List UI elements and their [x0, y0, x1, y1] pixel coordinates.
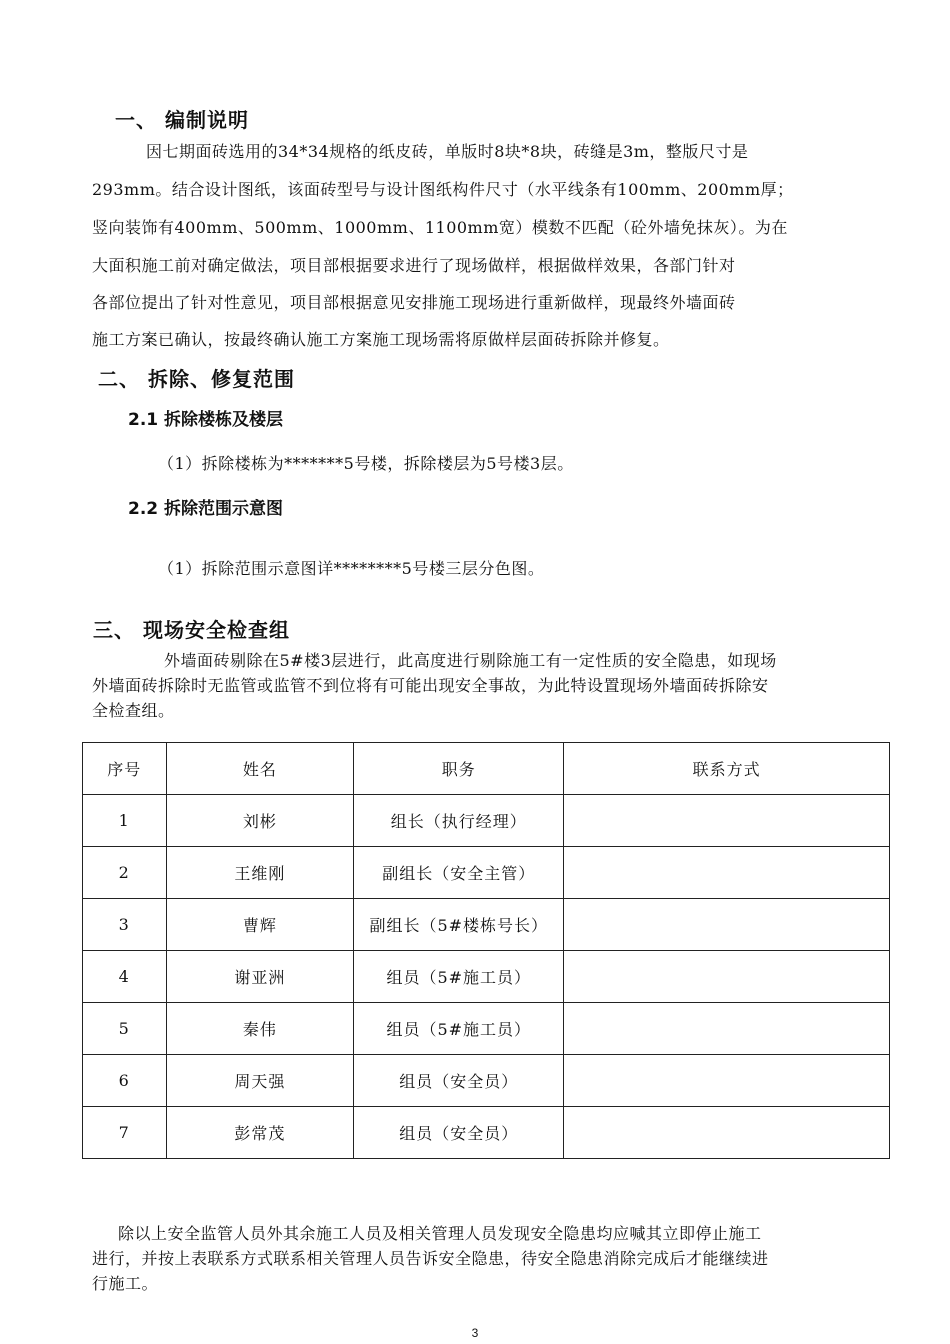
section1-line-2: 293mm。结合设计图纸，该面砖型号与设计图纸构件尺寸（水平线条有100mm、200mm厚； [92, 180, 794, 199]
cell-name: 曹辉 [166, 899, 354, 951]
table-row [83, 847, 890, 899]
header-position: 职务 [354, 743, 564, 795]
section3-heading: 三、 现场安全检查组 [93, 618, 290, 642]
cell-position: 副组长（5#楼栋号长） [354, 899, 564, 951]
header-index: 序号 [83, 743, 167, 795]
subsection-2-2-heading: 2.2 拆除范围示意图 [128, 499, 284, 519]
cell-contact [564, 1003, 890, 1055]
table-row [83, 899, 890, 951]
cell-contact [564, 899, 890, 951]
safety-group-table [82, 742, 890, 1159]
section1-line-6: 施工方案已确认，按最终确认施工方案施工现场需将原做样层面砖拆除并修复。 [92, 330, 670, 349]
cell-contact [564, 1055, 890, 1107]
cell-index: 6 [83, 1055, 167, 1107]
cell-name: 周天强 [166, 1055, 354, 1107]
section1-line-1: 因七期面砖选用的34*34规格的纸皮砖，单版时8块*8块，砖缝是3m，整版尺寸是 [146, 142, 749, 161]
cell-contact [564, 951, 890, 1003]
section3-line-2: 外墙面砖拆除时无监管或监管不到位将有可能出现安全事故，为此特设置现场外墙面砖拆除安 [92, 676, 769, 695]
cell-name: 彭常茂 [166, 1107, 354, 1159]
cell-position: 组员（安全员） [354, 1055, 564, 1107]
table-row [83, 1107, 890, 1159]
cell-contact [564, 1107, 890, 1159]
cell-index: 1 [83, 795, 167, 847]
cell-index: 4 [83, 951, 167, 1003]
cell-index: 7 [83, 1107, 167, 1159]
cell-index: 3 [83, 899, 167, 951]
cell-name: 刘彬 [166, 795, 354, 847]
table-row [83, 1055, 890, 1107]
cell-position: 组员（5#施工员） [354, 1003, 564, 1055]
section1-line-5: 各部位提出了针对性意见，项目部根据意见安排施工现场进行重新做样，现最终外墙面砖 [92, 293, 736, 312]
subsection-2-1-heading: 2.1 拆除楼栋及楼层 [128, 410, 284, 430]
closing-line-2: 进行，并按上表联系方式联系相关管理人员告诉安全隐患，待安全隐患消除完成后才能继续进 [92, 1249, 769, 1268]
cell-name: 秦伟 [166, 1003, 354, 1055]
header-contact: 联系方式 [564, 743, 890, 795]
cell-index: 2 [83, 847, 167, 899]
closing-line-3: 行施工。 [92, 1274, 159, 1293]
cell-position: 组员（安全员） [354, 1107, 564, 1159]
closing-line-1: 除以上安全监管人员外其余施工人员及相关管理人员发现安全隐患均应喊其立即停止施工 [118, 1224, 762, 1243]
cell-index: 5 [83, 1003, 167, 1055]
cell-position: 组员（5#施工员） [354, 951, 564, 1003]
cell-position: 副组长（安全主管） [354, 847, 564, 899]
cell-name: 王维刚 [166, 847, 354, 899]
cell-position: 组长（执行经理） [354, 795, 564, 847]
table-row [83, 795, 890, 847]
section3-line-3: 全检查组。 [92, 701, 175, 720]
section1-heading: 一、 编制说明 [115, 108, 249, 132]
subsection-2-1-text: （1）拆除楼栋为*******5号楼，拆除楼层为5号楼3层。 [158, 454, 574, 473]
header-name: 姓名 [166, 743, 354, 795]
section1-line-4: 大面积施工前对确定做法，项目部根据要求进行了现场做样，根据做样效果，各部门针对 [92, 256, 736, 275]
section3-line-1: 外墙面砖剔除在5#楼3层进行，此高度进行剔除施工有一定性质的安全隐患，如现场 [164, 651, 777, 670]
section2-heading: 二、 拆除、修复范围 [98, 367, 295, 391]
subsection-2-2-text: （1）拆除范围示意图详********5号楼三层分色图。 [158, 559, 545, 578]
cell-name: 谢亚洲 [166, 951, 354, 1003]
table-row [83, 1003, 890, 1055]
cell-contact [564, 847, 890, 899]
cell-contact [564, 795, 890, 847]
section1-line-3: 竖向装饰有400mm、500mm、1000mm、1100mm宽）模数不匹配（砼外墙免抹灰）。为在 [92, 218, 788, 237]
page-number: 3 [471, 1326, 479, 1340]
table-row [83, 951, 890, 1003]
table-header-row [83, 743, 890, 795]
